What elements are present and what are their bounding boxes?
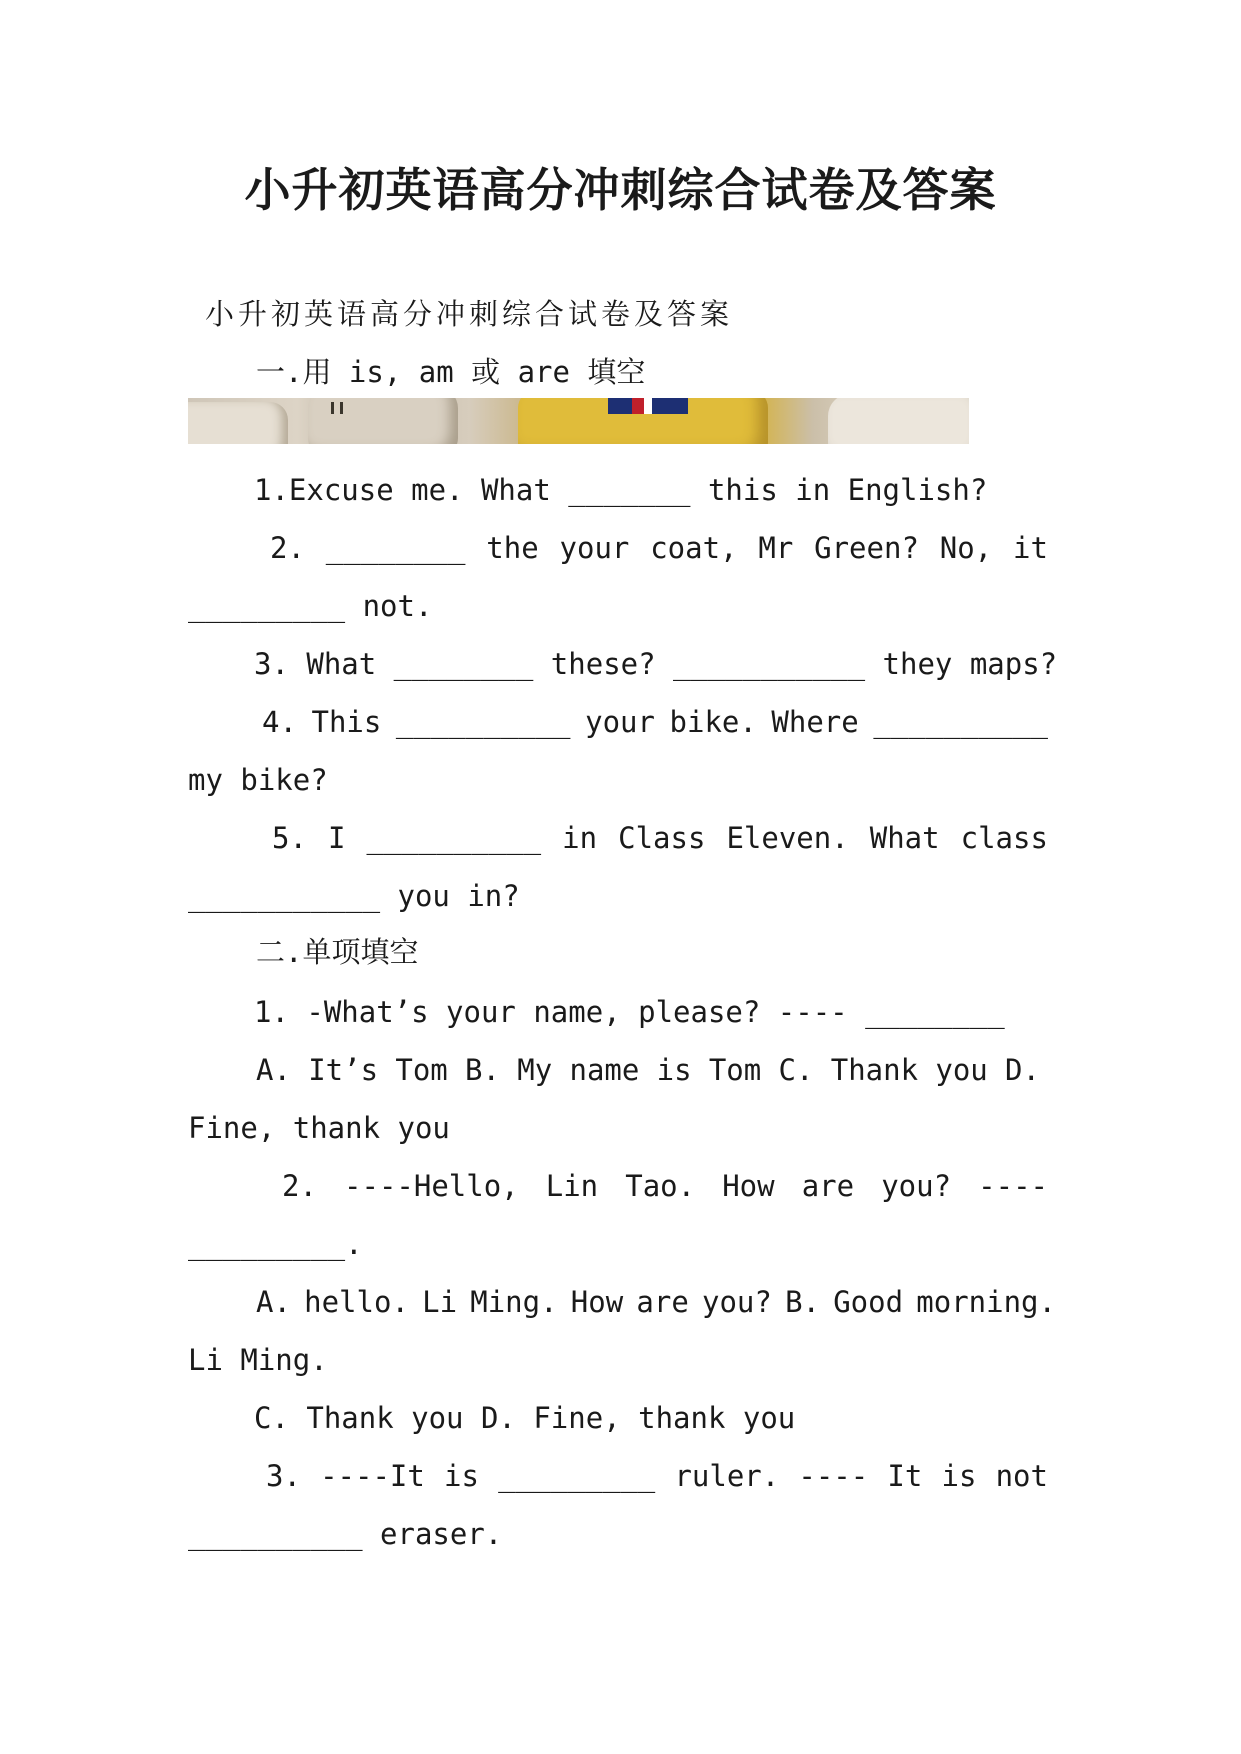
word: I (327, 821, 346, 855)
page-title: 小升初英语高分冲刺综合试卷及答案 (244, 163, 997, 217)
section2-question-2-options-line3: C. Thank you D. Fine, thank you (254, 1401, 796, 1435)
word: 2. (282, 1169, 317, 1203)
word: What (869, 821, 940, 855)
document-subtitle: 小升初英语高分冲刺综合试卷及答案 (205, 297, 734, 331)
word: you (935, 1053, 988, 1087)
word: Li (422, 1285, 458, 1319)
word: Good (833, 1285, 904, 1319)
section2-question-2-options-line1 (256, 1282, 1056, 1322)
section2-question-2-line2: _________. (188, 1227, 363, 1261)
word: B. (465, 1053, 500, 1087)
section2-question-1-options-line1 (256, 1050, 1040, 1090)
word: Eleven. (726, 821, 849, 855)
word: not (995, 1459, 1048, 1493)
section2-heading: 二.单项填空 (256, 935, 419, 969)
word: class (960, 821, 1048, 855)
blank: __________ (395, 705, 571, 739)
word: No, (939, 531, 993, 565)
word: Mr (758, 531, 794, 565)
word: you? (702, 1285, 772, 1319)
word: B. (785, 1285, 820, 1319)
word: It’s (308, 1053, 379, 1087)
word: C. (778, 1053, 814, 1087)
keyboard-key-banner (188, 398, 969, 444)
word: Tao. (625, 1169, 696, 1203)
word: is (444, 1459, 479, 1493)
blank: __________ (873, 705, 1048, 739)
word: How (722, 1169, 775, 1203)
blank: ________ (325, 531, 466, 565)
word: 2. (270, 531, 305, 565)
word: ----Hello, (344, 1169, 519, 1203)
section1-question-4-line1 (262, 702, 1048, 742)
word: Thank (830, 1053, 919, 1087)
section1-question-5-line2: ___________ you in? (188, 879, 520, 913)
section1-question-2-line1 (270, 528, 1048, 568)
word: Ming. (470, 1285, 558, 1319)
word: A. (256, 1053, 291, 1087)
word: in (562, 821, 598, 855)
word: bike. (669, 705, 757, 739)
word: is (656, 1053, 692, 1087)
section1-question-3: 3. What ________ these? ___________ they maps? (254, 647, 1058, 681)
section2-question-2-line1 (282, 1166, 1048, 1206)
section2-question-2-options-line2: Li Ming. (188, 1343, 328, 1377)
word: Tom (708, 1053, 762, 1087)
word: you? (881, 1169, 952, 1203)
word: A. (256, 1285, 291, 1319)
word: This (311, 705, 382, 739)
word: ---- (798, 1459, 869, 1493)
word: Green? (814, 531, 919, 565)
section1-heading: 一.用 is, am 或 are 填空 (256, 355, 646, 389)
word: name (569, 1053, 640, 1087)
word: It (887, 1459, 923, 1493)
section2-question-1: 1. -What’s your name, please? ---- ________ (254, 995, 1005, 1029)
word: Class (618, 821, 706, 855)
word: My (517, 1053, 553, 1087)
word: it (1012, 531, 1048, 565)
word: the (486, 531, 539, 565)
section1-question-2-line2: _________ not. (188, 589, 433, 623)
word: Tom (395, 1053, 448, 1087)
word: ---- (978, 1169, 1048, 1203)
word: D. (1005, 1053, 1040, 1087)
section1-question-1: 1.Excuse me. What _______ this in English? (254, 473, 988, 507)
word: ruler. (674, 1459, 780, 1493)
word: your (585, 705, 655, 739)
word: is (941, 1459, 977, 1493)
blank: __________ (366, 821, 542, 855)
section2-question-1-options-line2: Fine, thank you (188, 1111, 450, 1145)
word: 3. (266, 1459, 301, 1493)
word: hello. (304, 1285, 409, 1319)
word: Lin (545, 1169, 599, 1203)
word: are (801, 1169, 855, 1203)
word: ----It (320, 1459, 425, 1493)
word: 4. (262, 705, 297, 739)
word: your (559, 531, 630, 565)
word: coat, (650, 531, 738, 565)
word: morning. (916, 1285, 1056, 1319)
word: Where (771, 705, 859, 739)
section2-question-3-line2: __________ eraser. (188, 1517, 503, 1551)
section1-question-5-line1 (272, 818, 1048, 858)
blank: _________ (498, 1459, 656, 1493)
section1-question-4-line2: my bike? (188, 763, 328, 797)
section2-question-3-line1 (266, 1456, 1048, 1496)
word: 5. (272, 821, 307, 855)
word: are (636, 1285, 689, 1319)
word: How (570, 1285, 624, 1319)
